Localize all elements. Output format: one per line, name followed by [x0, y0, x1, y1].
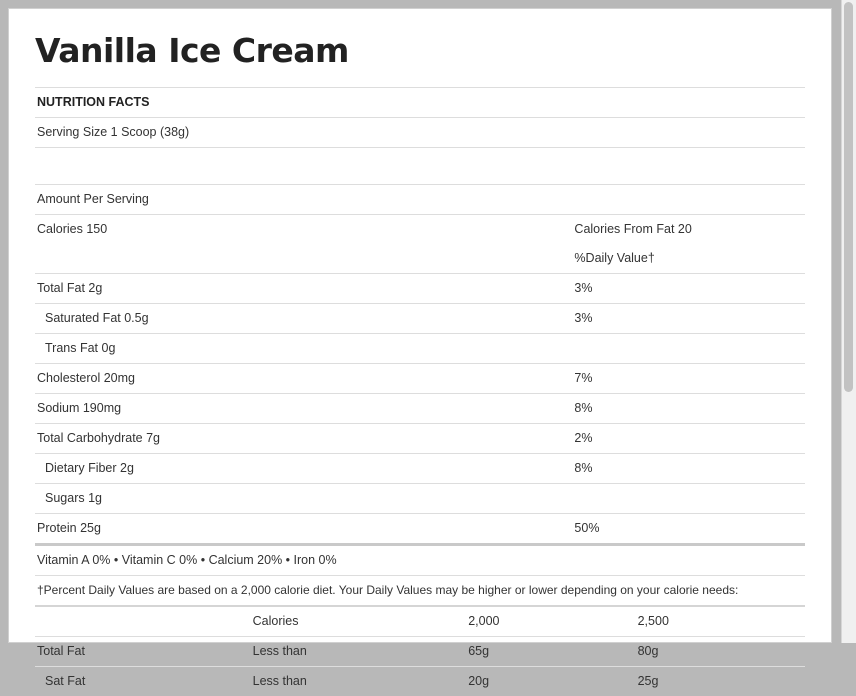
daily-value-table — [35, 605, 805, 696]
document-page — [8, 8, 832, 688]
scrollbar-thumb[interactable] — [844, 2, 853, 392]
table-row — [35, 274, 805, 304]
nutrient-value: 50% — [572, 514, 788, 545]
nutrient-label: Dietary Fiber 2g — [35, 454, 572, 484]
table-row-vitamins — [35, 545, 805, 576]
dv-row-qualifier: Less than — [251, 636, 467, 666]
table-row-calories — [35, 215, 805, 245]
page-title: Vanilla Ice Cream — [35, 31, 349, 70]
nutrient-value — [572, 334, 788, 364]
nutrient-value: 3% — [572, 304, 788, 334]
spacer-cell — [35, 148, 805, 185]
table-row — [35, 364, 805, 394]
nutrient-empty-cell — [788, 484, 805, 514]
calories-empty-cell — [788, 215, 805, 245]
serving-size: Serving Size 1 Scoop (38g) — [35, 118, 805, 148]
dv-header-2500: 2,500 — [636, 606, 805, 637]
amount-per-serving: Amount Per Serving — [35, 185, 805, 215]
calories-label: Calories 150 — [35, 215, 572, 245]
table-row — [35, 636, 805, 666]
daily-value-header: %Daily Value† — [574, 251, 655, 266]
nutrient-label: Cholesterol 20mg — [35, 364, 572, 394]
table-row-section-header — [35, 88, 805, 118]
dv-row-label: Sat Fat — [35, 666, 251, 696]
dv-row-2000: 20g — [466, 666, 635, 696]
nutrient-empty-cell — [788, 334, 805, 364]
nutrient-label: Total Carbohydrate 7g — [35, 424, 572, 454]
dv-row-2000: 65g — [466, 636, 635, 666]
daily-value-empty-cell — [35, 244, 572, 274]
nutrient-value: 3% — [572, 274, 788, 304]
table-row-serving-size — [35, 118, 805, 148]
nutrient-empty-cell — [788, 514, 805, 545]
nutrition-facts-header: NUTRITION FACTS — [35, 88, 805, 118]
document-content — [9, 9, 831, 696]
nutrient-label: Sodium 190mg — [35, 394, 572, 424]
table-row-footnote — [35, 576, 805, 605]
nutrient-label: Trans Fat 0g — [35, 334, 572, 364]
table-row-daily-value-header — [35, 244, 805, 274]
nutrient-empty-cell — [788, 364, 805, 394]
dv-row-2500: 80g — [636, 636, 805, 666]
dv-header-calories: Calories — [251, 606, 467, 637]
table-row — [35, 666, 805, 696]
dv-row-qualifier: Less than — [251, 666, 467, 696]
nutrient-label: Sugars 1g — [35, 484, 572, 514]
daily-value-empty-cell-2 — [788, 244, 805, 274]
nutrient-label: Total Fat 2g — [35, 274, 572, 304]
dv-header-2000: 2,000 — [466, 606, 635, 637]
nutrient-label: Protein 25g — [35, 514, 572, 545]
vitamins-line: Vitamin A 0% • Vitamin C 0% • Calcium 20% • Iron 0% — [35, 545, 805, 576]
table-row — [35, 304, 805, 334]
table-row — [35, 394, 805, 424]
daily-value-footnote: †Percent Daily Values are based on a 2,000 calorie diet. Your Daily Values may be higher or lower depending on your calorie needs: — [35, 576, 805, 605]
nutrient-label: Saturated Fat 0.5g — [35, 304, 572, 334]
table-row-amount-per-serving — [35, 185, 805, 215]
nutrient-value: 8% — [572, 454, 788, 484]
table-row — [35, 334, 805, 364]
nutrient-value: 8% — [572, 394, 788, 424]
nutrition-facts-table — [35, 87, 805, 604]
nutrient-empty-cell — [788, 394, 805, 424]
dv-header-col-a — [35, 606, 251, 637]
nutrient-empty-cell — [788, 424, 805, 454]
vertical-scrollbar[interactable] — [841, 0, 856, 643]
table-row-spacer — [35, 148, 805, 185]
dv-row-label: Total Fat — [35, 636, 251, 666]
table-row — [35, 484, 805, 514]
table-row — [35, 514, 805, 545]
table-row-dv-header — [35, 606, 805, 637]
nutrient-value: 7% — [572, 364, 788, 394]
nutrient-empty-cell — [788, 304, 805, 334]
nutrient-value: 2% — [572, 424, 788, 454]
table-row — [35, 454, 805, 484]
nutrient-empty-cell — [788, 274, 805, 304]
calories-from-fat: Calories From Fat 20 — [572, 215, 788, 245]
nutrient-value — [572, 484, 788, 514]
dv-row-2500: 25g — [636, 666, 805, 696]
table-row — [35, 424, 805, 454]
nutrient-empty-cell — [788, 454, 805, 484]
